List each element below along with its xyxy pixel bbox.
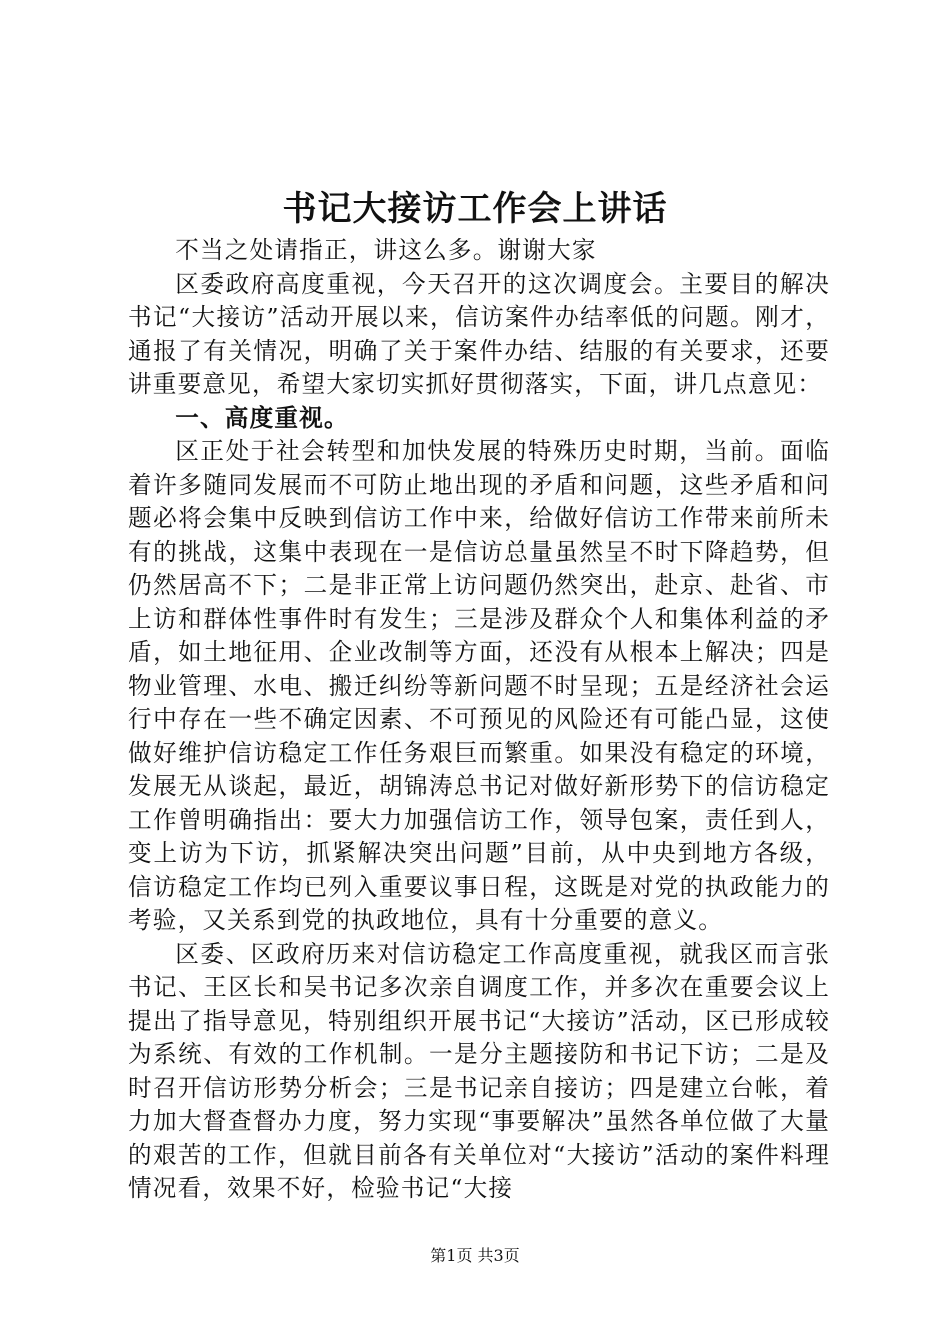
paragraph-work-mechanism: 区委、区政府历来对信访稳定工作高度重视，就我区而言张书记、王区长和吴书记多次亲自调度工作，并多次在重要会议上提出了指导意见，特别组织开展书记“大接访”活动，区已形成较为系统、有效的工作机制。一是分主题接防和书记下访；二是及时召开信访形势分析会；三是书记亲自接访；四是建立台帐，着力加大督查督办力度，努力实现“事要解决”虽然各单位做了大量的艰苦的工作，但就目前各有关单位对“大接访”活动的案件料理情况看，效果不好，检验书记“大接 — [128, 939, 830, 1202]
page-number-footer: 第1页 共3页 — [430, 1246, 520, 1265]
document-title: 书记大接访工作会上讲话 — [282, 189, 668, 229]
section-heading: 一、高度重视。 — [175, 403, 349, 432]
paragraph-introduction: 区委政府高度重视，今天召开的这次调度会。主要目的解决书记“大接访”活动开展以来，信访案件办结率低的问题。刚才，通报了有关情况，明确了关于案件办结、结服的有关要求，还要讲重要意见，希望大家切实抓好贯彻落实，下面，讲几点意见： — [128, 269, 830, 398]
paragraph-closing-remark: 不当之处请指正，讲这么多。谢谢大家 — [175, 236, 597, 264]
document-body — [128, 234, 830, 1206]
paragraph-situation: 区正处于社会转型和加快发展的特殊历史时期，当前。面临着许多随同发展而不可防止地出现的矛盾和问题，这些矛盾和问题必将会集中反映到信访工作中来，给做好信访工作带来前所未有的挑战，这集中表现在一是信访总量虽然呈不时下降趋势，但仍然居高不下；二是非正常上访问题仍然突出，赴京、赴省、市上访和群体性事件时有发生；三是涉及群众个人和集体利益的矛盾，如土地征用、企业改制等方面，还没有从根本上解决；四是物业管理、水电、搬迁纠纷等新问题不时呈现；五是经济社会运行中存在一些不确定因素、不可预见的风险还有可能凸显，这使做好维护信访稳定工作任务艰巨而繁重。如果没有稳定的环境，发展无从谈起，最近，胡锦涛总书记对做好新形势下的信访稳定工作曾明确指出：要大力加强信访工作，领导包案，责任到人，变上访为下访，抓紧解决突出问题”目前，从中央到地方各级，信访稳定工作均已列入重要议事日程，这既是对党的执政能力的考验，又关系到党的执政地位，具有十分重要的意义。 — [128, 437, 830, 934]
